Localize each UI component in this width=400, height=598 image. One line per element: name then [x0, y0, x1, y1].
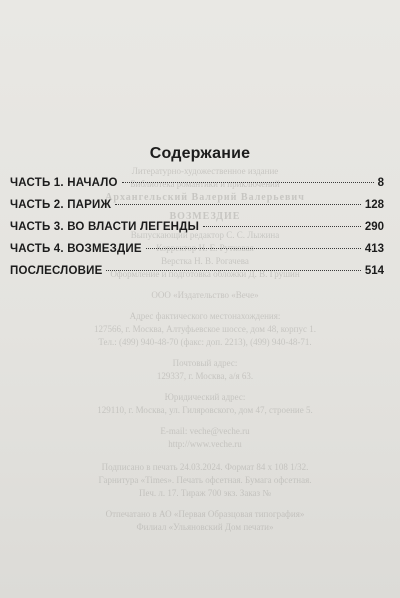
- toc-entry-part-3[interactable]: [10, 221, 384, 243]
- toc-entry-label: ЧАСТЬ 4. ВОЗМЕЗДИЕ: [10, 243, 142, 255]
- toc-leader-dots: [203, 226, 361, 227]
- toc-entry-page: 8: [377, 177, 384, 189]
- bleed-line: Литературно-художественное издание: [131, 166, 279, 176]
- toc-leader-dots: [115, 204, 361, 205]
- bleed-line: E-mail: veche@veche.ru: [160, 426, 250, 436]
- toc-entry-label: ЧАСТЬ 3. ВО ВЛАСТИ ЛЕГЕНДЫ: [10, 221, 200, 233]
- toc-leader-dots: [106, 270, 360, 271]
- bleed-line: Подписано в печать 24.03.2024. Формат 84 х 108 1/32.: [101, 462, 309, 472]
- toc-title: Содержание: [149, 145, 251, 162]
- bleed-line: Юридический адрес:: [164, 392, 246, 402]
- bleed-line: Почтовый адрес:: [172, 358, 238, 368]
- bleed-line: Корректор Н. Е. Рутковая: [156, 243, 254, 253]
- toc-entry-label: ЧАСТЬ 2. ПАРИЖ: [10, 199, 112, 211]
- bleed-line: http://www.veche.ru: [168, 439, 242, 449]
- bleed-line: Оформление и подготовка обложки Д. В. Грушин: [110, 269, 300, 279]
- bleed-line: Адрес фактического местонахождения:: [129, 311, 281, 321]
- bleed-line: Отпечатано в АО «Первая Образцовая типография»: [105, 509, 305, 519]
- toc-entry-label: ЧАСТЬ 1. НАЧАЛО: [10, 177, 118, 189]
- bleed-line: 129337, г. Москва, а/я 63.: [156, 371, 254, 381]
- toc-entry-page: 413: [364, 243, 384, 255]
- bleed-line: Верстка Н. В. Рогачева: [161, 256, 249, 266]
- bleed-line: 129110, г. Москва, ул. Гиляровского, дом 47, строение 5.: [97, 405, 313, 415]
- bleed-line: Архангельский Валерий Валерьевич: [105, 192, 305, 203]
- bleed-line: 127566, г. Москва, Алтуфьевское шоссе, дом 48, корпус 1.: [94, 324, 316, 334]
- toc-leader-dots: [122, 182, 374, 183]
- toc-entry-page: 290: [364, 221, 384, 233]
- toc-entry-page: 514: [364, 265, 384, 277]
- toc-entry-part-2[interactable]: [10, 199, 384, 221]
- bleed-line: Тел.: (499) 940-48-70 (факс: доп. 2213), (499) 940-48-71.: [98, 337, 312, 347]
- bleed-line: ООО «Издательство «Вече»: [151, 290, 259, 300]
- bleed-line: Выпускающий редактор С. С. Лыжина: [130, 230, 280, 240]
- bleed-line: Филиал «Ульяновский Дом печати»: [136, 522, 274, 532]
- toc-entry-part-4[interactable]: [10, 243, 384, 265]
- bleed-line: Гарнитура «Times». Печать офсетная. Бумага офсетная.: [98, 475, 312, 485]
- bleed-line: Библиотека романтики и приключений: [130, 179, 280, 189]
- toc-entry-page: 128: [364, 199, 384, 211]
- table-of-contents: [10, 177, 384, 287]
- bleed-line: Печ. л. 17. Тираж 700 экз. Заказ №: [139, 488, 271, 498]
- bleed-line: ВОЗМЕЗДИЕ: [169, 211, 241, 222]
- toc-entry-afterword[interactable]: [10, 265, 384, 287]
- toc-entry-label: ПОСЛЕСЛОВИЕ: [10, 265, 103, 277]
- toc-entry-part-1[interactable]: [10, 177, 384, 199]
- toc-leader-dots: [146, 248, 361, 249]
